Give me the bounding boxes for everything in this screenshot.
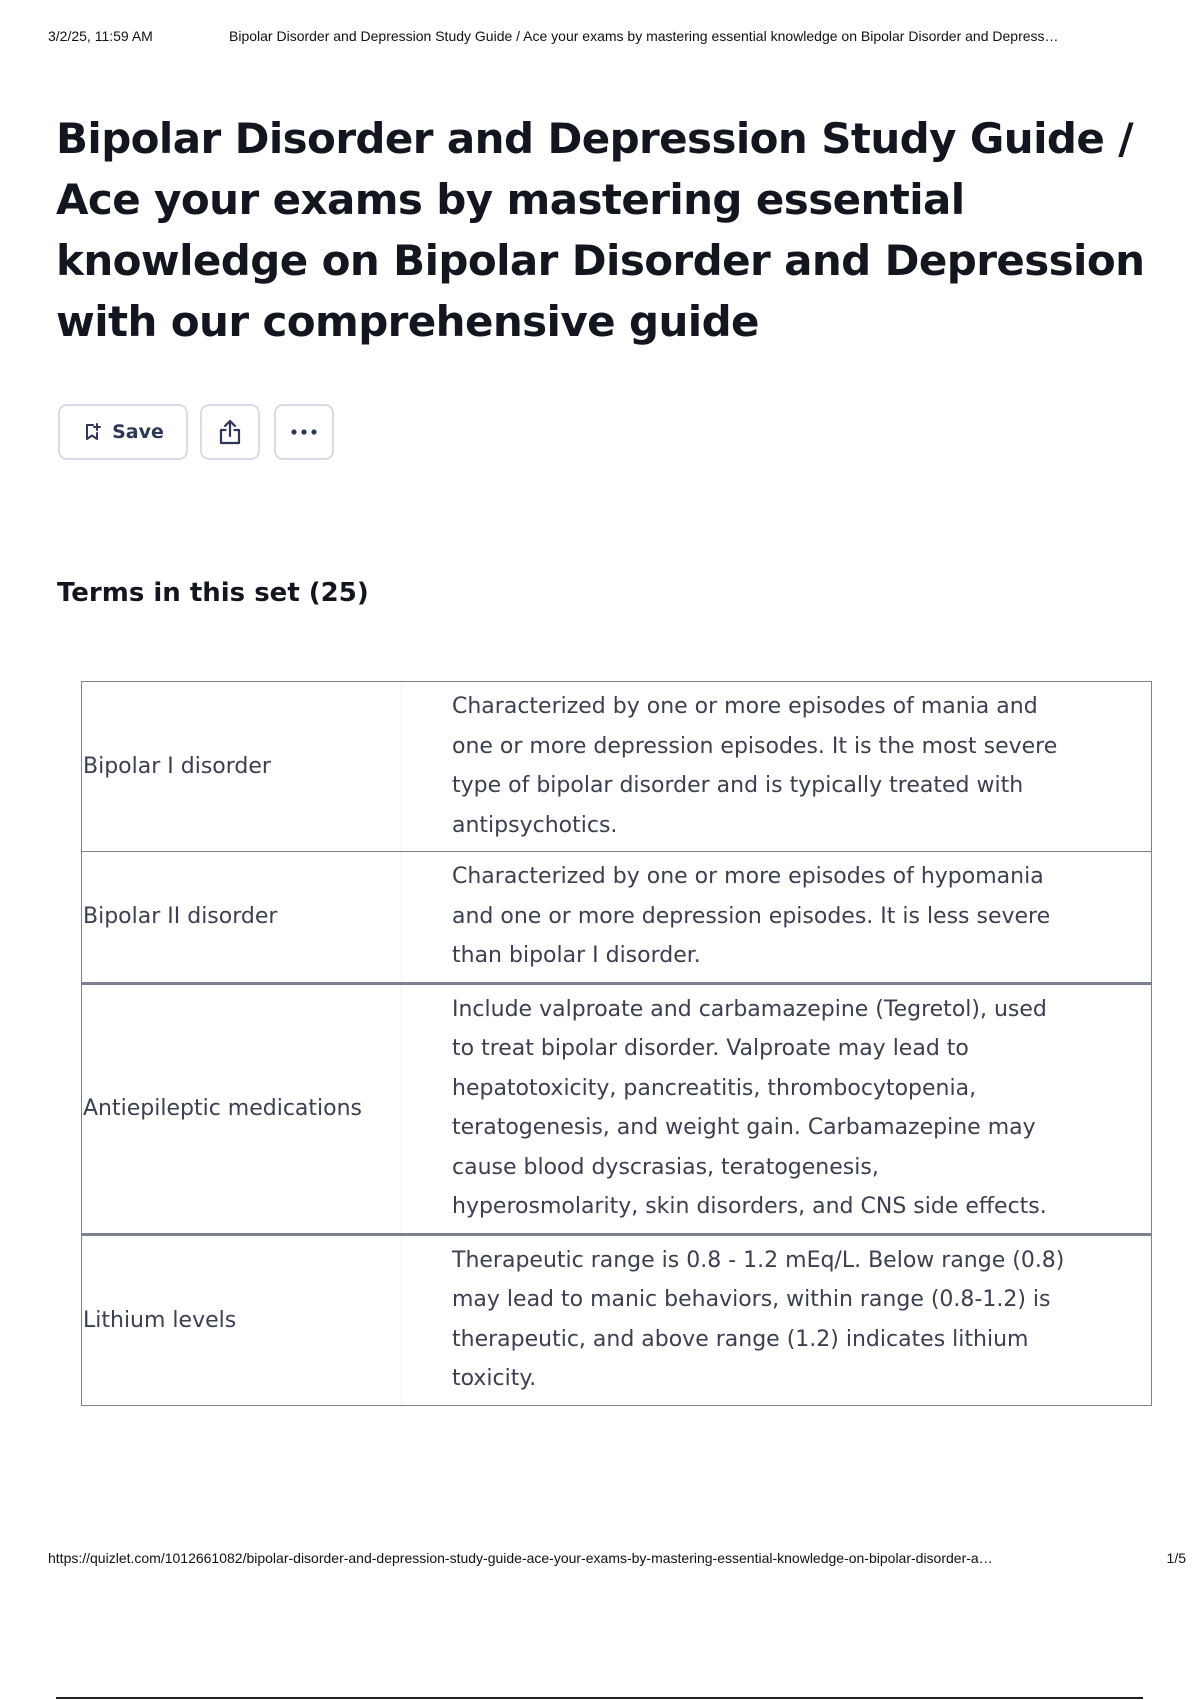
term-row <box>82 985 1151 1236</box>
page-title: Bipolar Disorder and Depression Study Guide / Ace your exams by mastering essential knowledge on Bipolar Disorder and Depression with our comprehensive guide <box>56 114 1145 346</box>
print-footer <box>48 1550 1186 1570</box>
more-horizontal-icon <box>290 428 318 436</box>
page-number: 1/5 <box>1166 1550 1186 1566</box>
save-button-label: Save <box>112 421 164 443</box>
share-icon <box>217 418 243 446</box>
print-header <box>48 28 1180 48</box>
bookmark-add-icon <box>82 422 102 442</box>
divider <box>56 1697 1143 1699</box>
more-options-button[interactable] <box>274 404 334 460</box>
term-definition: Include valproate and carbamazepine (Tegretol), used to treat bipolar disorder. Valproate may lead to hepatotoxicity, pancreatitis, thrombocytopenia, teratogenesis, and weight gain. Carbamazepine may cause blood dyscrasias, teratogenesis, hyperosmolarity, skin disorders, and CNS side effects. <box>452 996 1047 1219</box>
page-url: https://quizlet.com/1012661082/bipolar-disorder-and-depression-study-guide-ace-your-exams-by-mastering-essential-knowledge-on-bipolar-disorder-a… <box>48 1550 993 1566</box>
print-page-title: Bipolar Disorder and Depression Study Guide / Ace your exams by mastering essential knowledge on Bipolar Disorder and Depress… <box>229 28 1059 44</box>
term-definition: Characterized by one or more episodes of hypomania and one or more depression episodes. It is less severe than bipolar I disorder. <box>452 864 1051 968</box>
term-word: Antiepileptic medications <box>82 985 402 1233</box>
term-row <box>82 852 1151 985</box>
share-button[interactable] <box>200 404 260 460</box>
term-word: Bipolar I disorder <box>82 682 402 851</box>
save-button[interactable] <box>58 404 188 460</box>
term-word: Lithium levels <box>82 1236 402 1405</box>
term-word: Bipolar II disorder <box>82 852 402 982</box>
terms-heading: Terms in this set (25) <box>57 578 369 608</box>
term-row <box>82 1236 1151 1405</box>
term-definition: Characterized by one or more episodes of mania and one or more depression episodes. It is the most severe type of bipolar disorder and is typically treated with antipsychotics. <box>452 694 1058 838</box>
term-definition: Therapeutic range is 0.8 - 1.2 mEq/L. Below range (0.8) may lead to manic behaviors, within range (0.8-1.2) is therapeutic, and above range (1.2) indicates lithium toxicity. <box>452 1247 1065 1391</box>
print-date: 3/2/25, 11:59 AM <box>48 28 153 44</box>
terms-table <box>81 681 1152 1406</box>
term-row <box>82 682 1151 852</box>
